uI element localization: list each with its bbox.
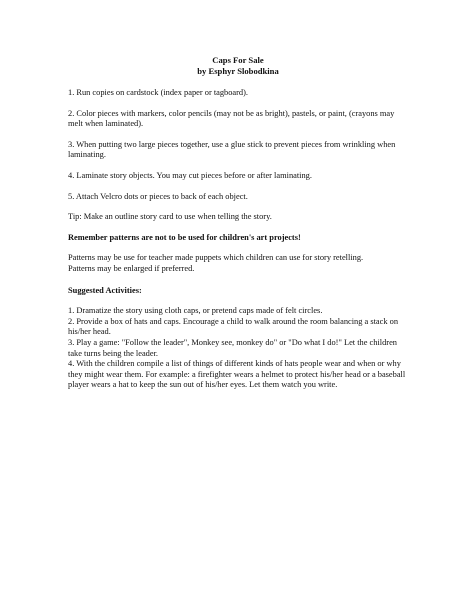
instruction-item-1: 1. Run copies on cardstock (index paper or tagboard).	[68, 88, 249, 97]
patterns-note-line-2: Patterns may be enlarged if preferred.	[68, 263, 195, 273]
document-title-block	[68, 55, 408, 76]
warning-text: Remember patterns are not to be used for children's art projects!	[68, 232, 301, 242]
document-page	[68, 55, 408, 391]
activity-item-1: 1. Dramatize the story using cloth caps, or pretend caps made of felt circles.	[68, 306, 323, 316]
activity-item-3: 3. Play a game: "Follow the leader", Monkey see, monkey do" or "Do what I do!" Let the children take turns being the leader.	[68, 337, 397, 358]
instruction-item-2: 2. Color pieces with markers, color pencils (may not be as bright), pastels, or paint, (crayons may melt when laminated).	[68, 108, 395, 129]
document-author: by Esphyr Slobodkina	[197, 65, 279, 76]
patterns-note-line-1: Patterns may be use for teacher made puppets which children can use for story retelling.	[68, 253, 364, 263]
instruction-item-3: 3. When putting two large pieces together, use a glue stick to prevent pieces from wrinkling when laminating.	[68, 139, 396, 160]
document-title: Caps For Sale	[212, 55, 264, 65]
activity-item-2: 2. Provide a box of hats and caps. Encourage a child to walk around the room balancing a stack on his/her head.	[68, 316, 399, 337]
activity-item-4: 4. With the children compile a list of things of different kinds of hats people wear and when or why they might wear them. For example: a firefighter wears a helmet to protect his/her head or a baseball player wears a hat to keep the sun out of his/her eyes. Let them watch you write.	[68, 359, 406, 390]
tip-text: Tip: Make an outline story card to use when telling the story.	[68, 212, 272, 222]
instruction-item-4: 4. Laminate story objects. You may cut pieces before or after laminating.	[68, 170, 312, 180]
activities-heading: Suggested Activities:	[68, 285, 142, 295]
instruction-item-5: 5. Attach Velcro dots or pieces to back of each object.	[68, 191, 248, 201]
